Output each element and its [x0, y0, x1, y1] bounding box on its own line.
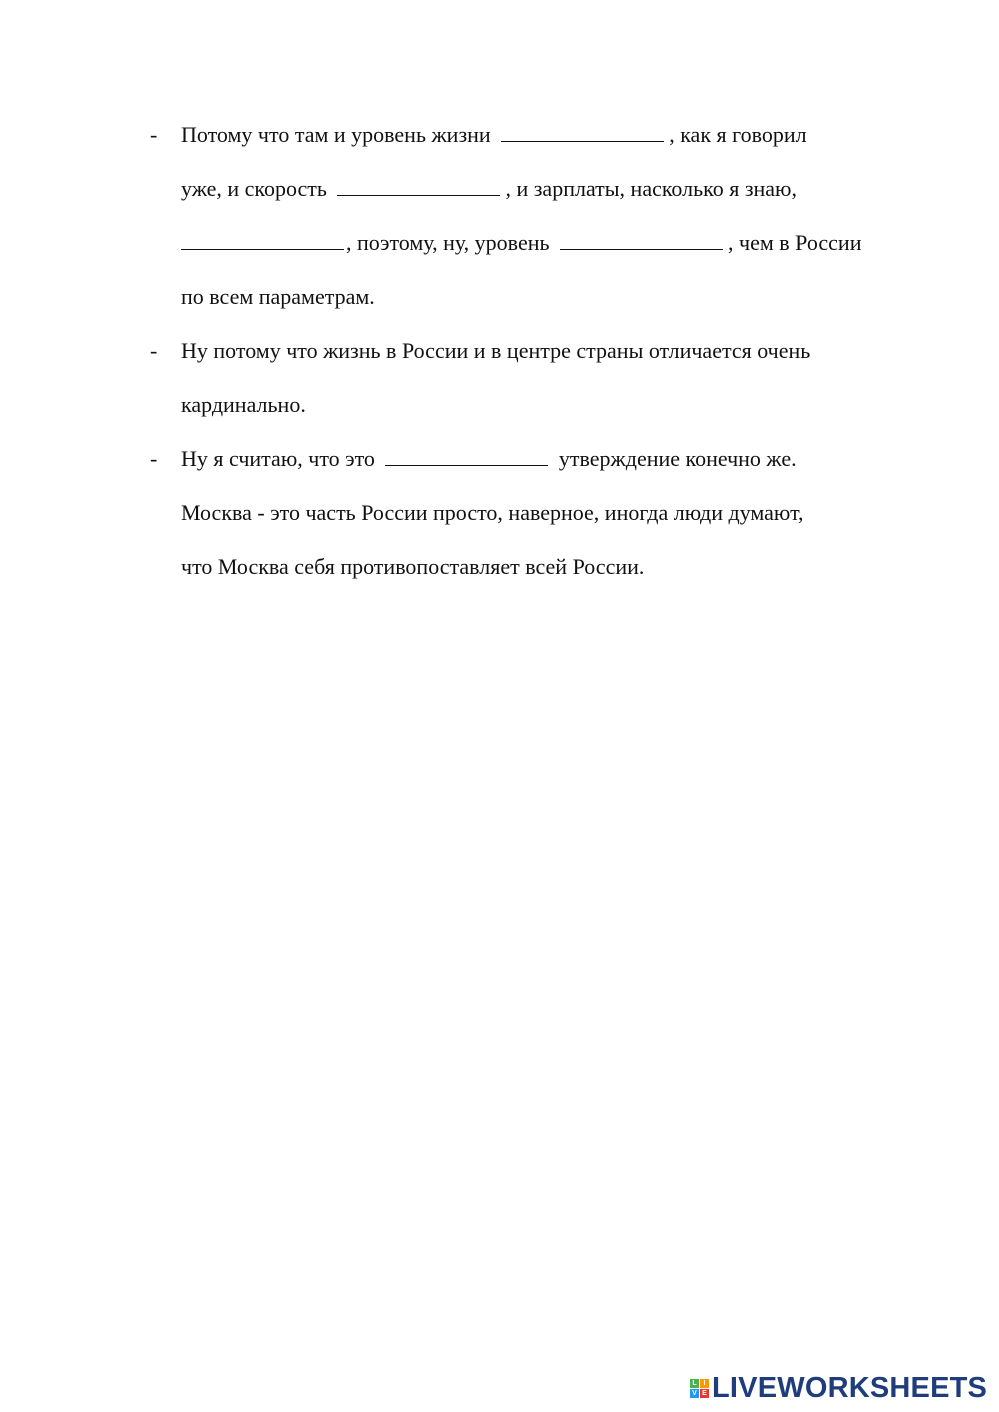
logo-mark-letter: E [700, 1389, 709, 1398]
answer-blank-5[interactable] [385, 449, 548, 466]
text-segment: Ну потому что жизнь в России и в центре страны отличается очень [181, 338, 811, 363]
text-segment: , чем в России [728, 230, 862, 255]
text-line [181, 432, 797, 486]
text-segment: Москва - это часть России просто, наверное, иногда люди думают, [181, 500, 804, 525]
text-line [181, 486, 804, 540]
text-line [181, 270, 375, 324]
text-segment: утверждение конечно же. [558, 446, 797, 471]
text-line [181, 324, 810, 378]
answer-blank-1[interactable] [501, 125, 664, 142]
dash-marker: - [150, 446, 158, 471]
liveworksheets-logo-icon [690, 1379, 709, 1398]
logo-mark-letter: I [700, 1379, 709, 1388]
text-segment: по всем параметрам. [181, 284, 375, 309]
text-segment: , поэтому, ну, уровень [346, 230, 550, 255]
answer-blank-3[interactable] [181, 233, 344, 250]
dash-marker: - [150, 338, 158, 363]
text-segment: уже, и скорость [181, 176, 327, 201]
text-line [181, 540, 644, 594]
logo-wordmark: LIVEWORKSHEETS [712, 1371, 988, 1404]
text-line [181, 216, 861, 270]
answer-blank-4[interactable] [560, 233, 723, 250]
liveworksheets-logo[interactable] [690, 1371, 988, 1404]
text-segment: , и зарплаты, насколько я знаю, [505, 176, 797, 201]
logo-mark-letter: V [690, 1389, 699, 1398]
text-segment: , как я говорил [669, 122, 807, 147]
text-segment: Потому что там и уровень жизни [181, 122, 491, 147]
answer-blank-2[interactable] [337, 179, 500, 196]
text-line [181, 378, 306, 432]
dash-marker: - [150, 122, 158, 147]
logo-mark-letter: L [690, 1379, 699, 1388]
text-line [181, 108, 807, 162]
text-segment: Ну я считаю, что это [181, 446, 375, 471]
text-line [181, 162, 797, 216]
text-segment: что Москва себя противопоставляет всей России. [181, 554, 645, 579]
text-segment: кардинально. [181, 392, 306, 417]
